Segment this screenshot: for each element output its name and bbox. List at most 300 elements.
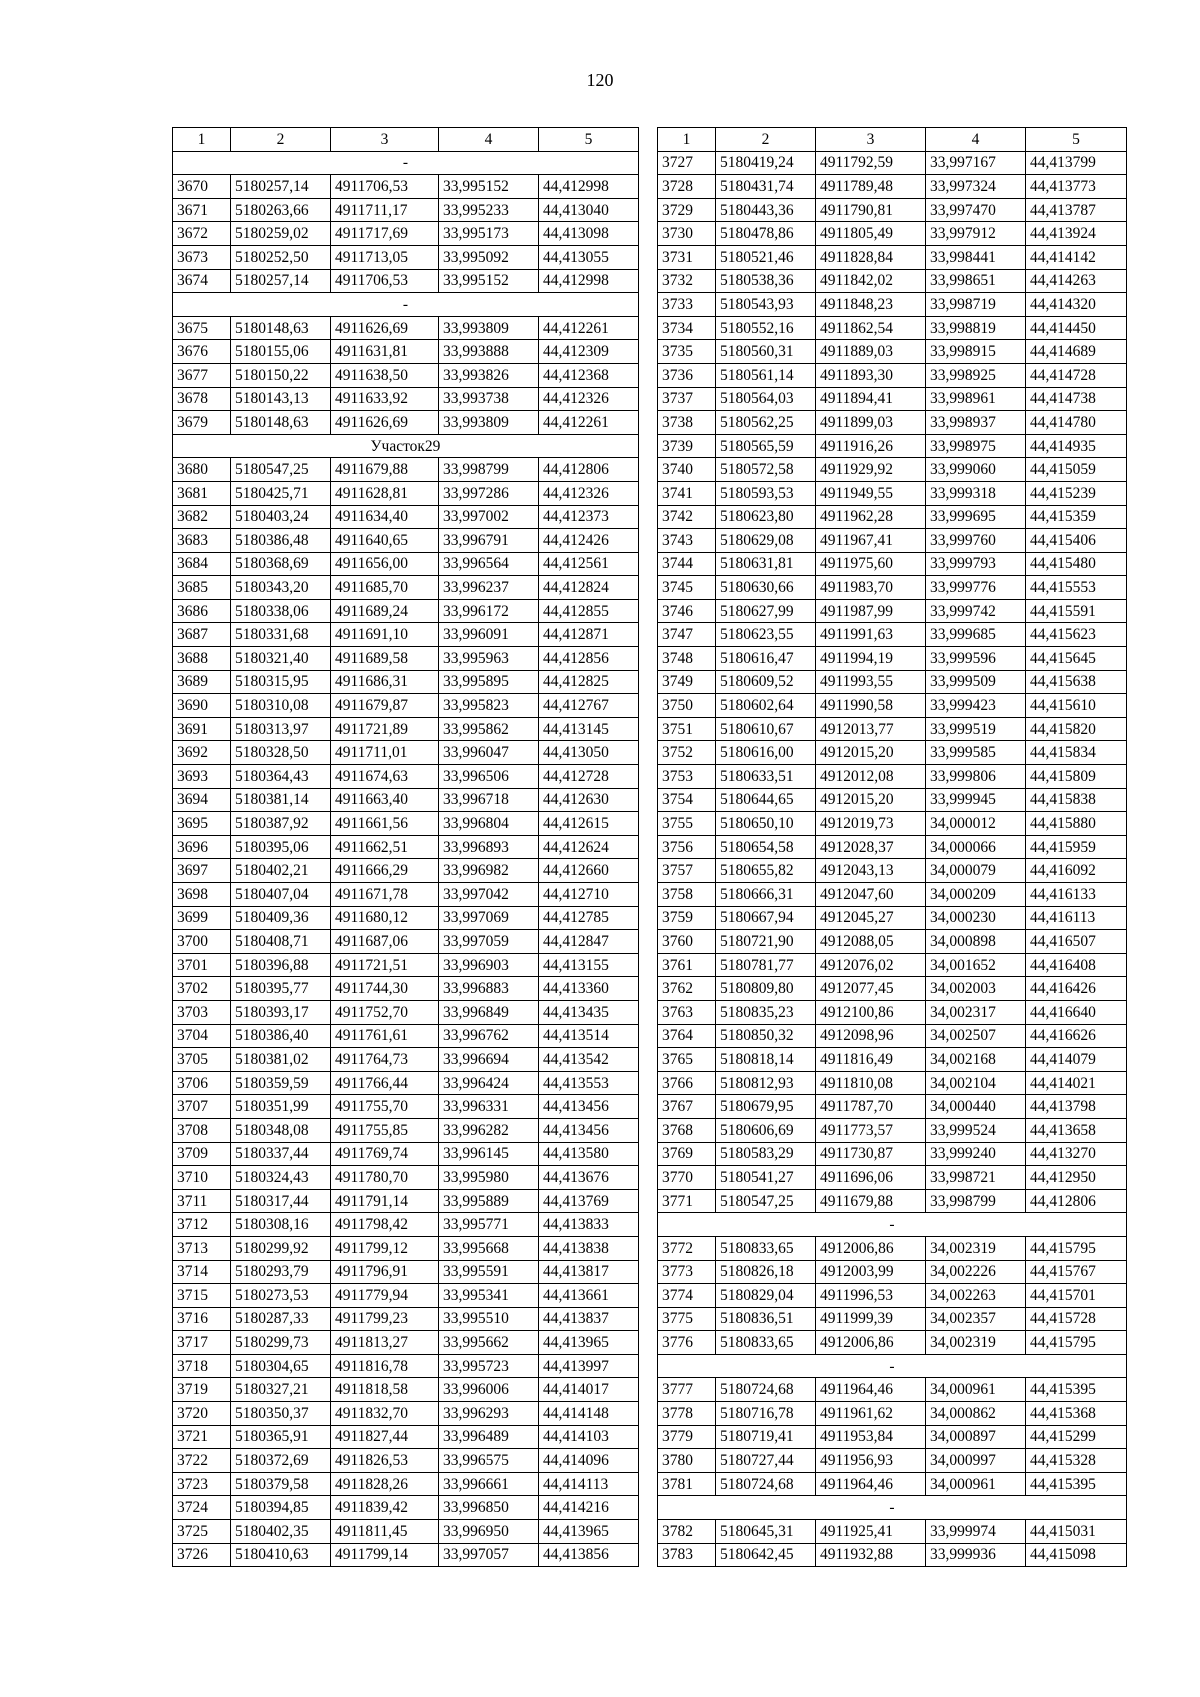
table-cell-col3: 4911687,06 [331, 930, 439, 954]
table-cell-col5: 44,416092 [1026, 859, 1127, 883]
table-row [173, 411, 639, 435]
table-row [173, 1307, 639, 1331]
table-cell-col3: 4911711,17 [331, 198, 439, 222]
table-cell-col5: 44,413661 [539, 1284, 639, 1308]
table-cell-col1: 3696 [173, 835, 231, 859]
table-cell-col3: 4911686,31 [331, 670, 439, 694]
section-separator-row [658, 1496, 1127, 1520]
table-cell-col1: 3742 [658, 505, 716, 529]
table-cell-col4: 33,998799 [439, 458, 539, 482]
table-cell-col2: 5180667,94 [716, 906, 816, 930]
table-cell-col2: 5180833,65 [716, 1236, 816, 1260]
table-cell-col2: 5180365,91 [231, 1425, 331, 1449]
table-cell-col2: 5180593,53 [716, 481, 816, 505]
table-cell-col2: 5180387,92 [231, 812, 331, 836]
table-cell-col5: 44,412728 [539, 765, 639, 789]
table-cell-col1: 3719 [173, 1378, 231, 1402]
table-cell-col3: 4911744,30 [331, 977, 439, 1001]
table-cell-col4: 33,996661 [439, 1472, 539, 1496]
table-cell-col3: 4911679,88 [331, 458, 439, 482]
table-cell-col4: 33,999585 [926, 741, 1026, 765]
table-cell-col1: 3715 [173, 1284, 231, 1308]
table-cell-col3: 4911634,40 [331, 505, 439, 529]
table-cell-col1: 3773 [658, 1260, 716, 1284]
table-cell-col4: 33,996762 [439, 1024, 539, 1048]
table-cell-col3: 4911691,10 [331, 623, 439, 647]
table-row [658, 387, 1127, 411]
table-cell-col1: 3748 [658, 647, 716, 671]
table-cell-col2: 5180259,02 [231, 222, 331, 246]
table-cell-col3: 4911799,14 [331, 1543, 439, 1567]
table-cell-col1: 3703 [173, 1000, 231, 1024]
table-cell-col3: 4911791,14 [331, 1189, 439, 1213]
table-cell-col5: 44,413787 [1026, 198, 1127, 222]
table-row [173, 269, 639, 293]
table-cell-col1: 3693 [173, 765, 231, 789]
table-cell-col5: 44,416408 [1026, 953, 1127, 977]
table-cell-col1: 3747 [658, 623, 716, 647]
table-cell-col3: 4912019,73 [816, 812, 926, 836]
table-cell-col2: 5180610,67 [716, 717, 816, 741]
table-cell-col5: 44,415834 [1026, 741, 1127, 765]
table-cell-col4: 34,002168 [926, 1048, 1026, 1072]
page-number: 120 [586, 70, 614, 90]
table-cell-col2: 5180337,44 [231, 1142, 331, 1166]
table-cell-col3: 4911799,23 [331, 1307, 439, 1331]
table-cell-col4: 33,993738 [439, 387, 539, 411]
table-row [658, 552, 1127, 576]
table-cell-col1: 3750 [658, 694, 716, 718]
table-cell-col5: 44,412261 [539, 411, 639, 435]
table-cell-col4: 33,998961 [926, 387, 1026, 411]
table-cell-col2: 5180263,66 [231, 198, 331, 222]
table-cell-col4: 33,995980 [439, 1166, 539, 1190]
table-cell-col5: 44,413098 [539, 222, 639, 246]
table-cell-col4: 33,996575 [439, 1449, 539, 1473]
table-cell-col3: 4911674,63 [331, 765, 439, 789]
table-cell-col4: 33,993809 [439, 316, 539, 340]
table-cell-col1: 3731 [658, 245, 716, 269]
table-row [658, 1048, 1127, 1072]
table-cell-col4: 33,996293 [439, 1402, 539, 1426]
table-cell-col5: 44,415820 [1026, 717, 1127, 741]
table-cell-col1: 3780 [658, 1449, 716, 1473]
table-row [658, 1189, 1127, 1213]
table-cell-col1: 3745 [658, 576, 716, 600]
table-cell-col3: 4911810,08 [816, 1071, 926, 1095]
table-cell-col3: 4911633,92 [331, 387, 439, 411]
table-cell-col3: 4911929,92 [816, 458, 926, 482]
table-row [173, 1095, 639, 1119]
table-cell-col5: 44,413997 [539, 1354, 639, 1378]
table-cell-col4: 33,996506 [439, 765, 539, 789]
table-cell-col5: 44,412825 [539, 670, 639, 694]
table-cell-col2: 5180719,41 [716, 1425, 816, 1449]
table-cell-col2: 5180338,06 [231, 599, 331, 623]
table-row [173, 1472, 639, 1496]
table-cell-col2: 5180679,95 [716, 1095, 816, 1119]
table-cell-col5: 44,414148 [539, 1402, 639, 1426]
table-cell-col1: 3772 [658, 1236, 716, 1260]
table-cell-col5: 44,414728 [1026, 363, 1127, 387]
table-cell-col3: 4911717,69 [331, 222, 439, 246]
table-cell-col5: 44,413658 [1026, 1118, 1127, 1142]
section-separator-row [173, 293, 639, 317]
table-cell-col3: 4911696,06 [816, 1166, 926, 1190]
table-row [173, 883, 639, 907]
table-row [658, 930, 1127, 954]
table-row [658, 1260, 1127, 1284]
table-cell-col5: 44,413773 [1026, 175, 1127, 199]
table-cell-col5: 44,412824 [539, 576, 639, 600]
table-cell-col5: 44,413965 [539, 1331, 639, 1355]
table-row [658, 1331, 1127, 1355]
table-cell-col2: 5180351,99 [231, 1095, 331, 1119]
table-cell-col4: 33,995092 [439, 245, 539, 269]
table-cell-col2: 5180629,08 [716, 529, 816, 553]
table-cell-col4: 33,998925 [926, 363, 1026, 387]
table-cell-col2: 5180402,35 [231, 1520, 331, 1544]
table-cell-col2: 5180644,65 [716, 788, 816, 812]
table-cell-col3: 4912076,02 [816, 953, 926, 977]
table-cell-col4: 33,999423 [926, 694, 1026, 718]
table-cell-col5: 44,412710 [539, 883, 639, 907]
table-cell-col5: 44,413050 [539, 741, 639, 765]
table-cell-col1: 3700 [173, 930, 231, 954]
table-row [658, 623, 1127, 647]
table-cell-col4: 34,002357 [926, 1307, 1026, 1331]
table-cell-col4: 33,998937 [926, 411, 1026, 435]
table-cell-col1: 3698 [173, 883, 231, 907]
table-cell-col1: 3771 [658, 1189, 716, 1213]
table-cell-col5: 44,412847 [539, 930, 639, 954]
column-header: 2 [716, 128, 816, 152]
table-cell-col4: 34,000898 [926, 930, 1026, 954]
column-header: 3 [816, 128, 926, 152]
table-cell-col2: 5180572,58 [716, 458, 816, 482]
table-cell-col3: 4911798,42 [331, 1213, 439, 1237]
table-row [658, 1071, 1127, 1095]
table-cell-col2: 5180143,13 [231, 387, 331, 411]
table-cell-col2: 5180257,14 [231, 269, 331, 293]
table-cell-col1: 3704 [173, 1024, 231, 1048]
table-row [173, 1213, 639, 1237]
table-cell-col3: 4911925,41 [816, 1520, 926, 1544]
table-cell-col2: 5180359,59 [231, 1071, 331, 1095]
table-cell-col3: 4912098,96 [816, 1024, 926, 1048]
table-cell-col1: 3746 [658, 599, 716, 623]
table-cell-col2: 5180148,63 [231, 316, 331, 340]
table-row [658, 1402, 1127, 1426]
table-cell-col2: 5180394,85 [231, 1496, 331, 1520]
table-cell-col5: 44,412630 [539, 788, 639, 812]
table-cell-col3: 4911832,70 [331, 1402, 439, 1426]
table-row [658, 434, 1127, 458]
table-cell-col2: 5180331,68 [231, 623, 331, 647]
table-cell-col4: 34,002319 [926, 1236, 1026, 1260]
table-cell-col5: 44,413838 [539, 1236, 639, 1260]
table-cell-col1: 3741 [658, 481, 716, 505]
table-cell-col3: 4911638,50 [331, 363, 439, 387]
table-cell-col3: 4911685,70 [331, 576, 439, 600]
table-cell-col3: 4911755,85 [331, 1118, 439, 1142]
table-cell-col3: 4911811,45 [331, 1520, 439, 1544]
table-cell-col1: 3705 [173, 1048, 231, 1072]
table-row [658, 1520, 1127, 1544]
table-cell-col5: 44,415809 [1026, 765, 1127, 789]
table-row [173, 623, 639, 647]
table-cell-col1: 3740 [658, 458, 716, 482]
table-row [173, 1260, 639, 1284]
table-cell-col1: 3754 [658, 788, 716, 812]
table-row [658, 175, 1127, 199]
table-cell-col4: 33,995862 [439, 717, 539, 741]
table-cell-col1: 3708 [173, 1118, 231, 1142]
table-row [658, 1142, 1127, 1166]
table-cell-col3: 4911932,88 [816, 1543, 926, 1567]
table-cell-col4: 33,999936 [926, 1543, 1026, 1567]
table-cell-col5: 44,416133 [1026, 883, 1127, 907]
table-cell-col2: 5180419,24 [716, 151, 816, 175]
table-cell-col4: 34,002003 [926, 977, 1026, 1001]
table-cell-col5: 44,413435 [539, 1000, 639, 1024]
table-cell-col2: 5180155,06 [231, 340, 331, 364]
table-cell-col3: 4911987,99 [816, 599, 926, 623]
table-cell-col4: 33,995152 [439, 175, 539, 199]
table-cell-col3: 4911993,55 [816, 670, 926, 694]
table-cell-col4: 33,996718 [439, 788, 539, 812]
table-cell-col1: 3692 [173, 741, 231, 765]
table-header-row [173, 128, 639, 152]
table-cell-col5: 44,415880 [1026, 812, 1127, 836]
table-row [173, 1284, 639, 1308]
table-cell-col2: 5180560,31 [716, 340, 816, 364]
table-row [173, 316, 639, 340]
section-label: - [658, 1496, 1127, 1520]
table-cell-col1: 3732 [658, 269, 716, 293]
table-row [173, 1543, 639, 1567]
table-cell-col3: 4911787,70 [816, 1095, 926, 1119]
table-cell-col3: 4911848,23 [816, 293, 926, 317]
table-cell-col4: 34,000209 [926, 883, 1026, 907]
table-row [173, 859, 639, 883]
table-cell-col5: 44,414017 [539, 1378, 639, 1402]
table-cell-col2: 5180836,51 [716, 1307, 816, 1331]
table-row [173, 765, 639, 789]
table-row [658, 859, 1127, 883]
table-row [658, 363, 1127, 387]
table-cell-col1: 3761 [658, 953, 716, 977]
table-row [658, 717, 1127, 741]
table-cell-col1: 3676 [173, 340, 231, 364]
table-cell-col3: 4912043,13 [816, 859, 926, 883]
table-cell-col1: 3683 [173, 529, 231, 553]
table-cell-col3: 4911893,30 [816, 363, 926, 387]
table-row [658, 977, 1127, 1001]
table-cell-col3: 4911752,70 [331, 1000, 439, 1024]
table-cell-col2: 5180478,86 [716, 222, 816, 246]
table-cell-col4: 33,993809 [439, 411, 539, 435]
table-cell-col1: 3697 [173, 859, 231, 883]
table-cell-col1: 3694 [173, 788, 231, 812]
table-cell-col3: 4911953,84 [816, 1425, 926, 1449]
table-cell-col4: 33,995510 [439, 1307, 539, 1331]
table-cell-col2: 5180327,21 [231, 1378, 331, 1402]
table-cell-col2: 5180257,14 [231, 175, 331, 199]
table-cell-col4: 34,002263 [926, 1284, 1026, 1308]
table-cell-col3: 4911721,89 [331, 717, 439, 741]
table-cell-col5: 44,413799 [1026, 151, 1127, 175]
table-cell-col4: 33,998915 [926, 340, 1026, 364]
table-cell-col5: 44,413965 [539, 1520, 639, 1544]
table-cell-col1: 3752 [658, 741, 716, 765]
table-cell-col5: 44,412326 [539, 387, 639, 411]
table-cell-col3: 4911769,74 [331, 1142, 439, 1166]
table-cell-col1: 3687 [173, 623, 231, 647]
table-cell-col3: 4911816,78 [331, 1354, 439, 1378]
table-cell-col4: 34,002226 [926, 1260, 1026, 1284]
table-row [173, 1000, 639, 1024]
table-cell-col4: 33,997059 [439, 930, 539, 954]
table-cell-col5: 44,412806 [1026, 1189, 1127, 1213]
table-cell-col3: 4911967,41 [816, 529, 926, 553]
table-row [658, 1236, 1127, 1260]
table-cell-col5: 44,414216 [539, 1496, 639, 1520]
table-cell-col5: 44,415728 [1026, 1307, 1127, 1331]
table-cell-col4: 33,996564 [439, 552, 539, 576]
table-cell-col2: 5180396,88 [231, 953, 331, 977]
table-cell-col5: 44,413456 [539, 1095, 639, 1119]
table-cell-col4: 33,995668 [439, 1236, 539, 1260]
table-row [658, 1307, 1127, 1331]
table-cell-col3: 4911842,02 [816, 269, 926, 293]
table-cell-col1: 3695 [173, 812, 231, 836]
table-cell-col2: 5180315,95 [231, 670, 331, 694]
table-cell-col5: 44,415395 [1026, 1472, 1127, 1496]
table-cell-col5: 44,412785 [539, 906, 639, 930]
table-cell-col3: 4911761,61 [331, 1024, 439, 1048]
table-row [658, 883, 1127, 907]
table-cell-col2: 5180727,44 [716, 1449, 816, 1473]
table-cell-col4: 33,996804 [439, 812, 539, 836]
table-cell-col1: 3706 [173, 1071, 231, 1095]
table-cell-col2: 5180826,18 [716, 1260, 816, 1284]
table-row [173, 1331, 639, 1355]
table-row [173, 1071, 639, 1095]
table-cell-col4: 33,995823 [439, 694, 539, 718]
table-cell-col1: 3673 [173, 245, 231, 269]
table-cell-col5: 44,415359 [1026, 505, 1127, 529]
table-cell-col5: 44,415638 [1026, 670, 1127, 694]
table-cell-col5: 44,412615 [539, 812, 639, 836]
table-cell-col2: 5180324,43 [231, 1166, 331, 1190]
table-cell-col2: 5180328,50 [231, 741, 331, 765]
table-cell-col5: 44,413542 [539, 1048, 639, 1072]
table-cell-col3: 4912028,37 [816, 835, 926, 859]
table-cell-col4: 34,000997 [926, 1449, 1026, 1473]
table-cell-col1: 3753 [658, 765, 716, 789]
table-cell-col2: 5180547,25 [716, 1189, 816, 1213]
table-header-row [658, 128, 1127, 152]
table-cell-col4: 33,996850 [439, 1496, 539, 1520]
section-separator-row [173, 151, 639, 175]
table-cell-col1: 3684 [173, 552, 231, 576]
table-cell-col5: 44,415959 [1026, 835, 1127, 859]
table-cell-col1: 3770 [658, 1166, 716, 1190]
table-row [658, 529, 1127, 553]
table-cell-col1: 3727 [658, 151, 716, 175]
table-cell-col4: 33,999776 [926, 576, 1026, 600]
table-cell-col5: 44,413817 [539, 1260, 639, 1284]
table-cell-col1: 3757 [658, 859, 716, 883]
table-cell-col1: 3722 [173, 1449, 231, 1473]
table-cell-col2: 5180343,20 [231, 576, 331, 600]
table-cell-col5: 44,413155 [539, 953, 639, 977]
table-cell-col4: 33,995341 [439, 1284, 539, 1308]
table-cell-col1: 3682 [173, 505, 231, 529]
table-cell-col4: 33,998799 [926, 1189, 1026, 1213]
table-cell-col1: 3777 [658, 1378, 716, 1402]
table-cell-col2: 5180381,14 [231, 788, 331, 812]
table-cell-col1: 3713 [173, 1236, 231, 1260]
table-cell-col4: 33,996883 [439, 977, 539, 1001]
table-cell-col5: 44,412871 [539, 623, 639, 647]
table-cell-col1: 3743 [658, 529, 716, 553]
table-cell-col5: 44,412855 [539, 599, 639, 623]
table-cell-col4: 33,999509 [926, 670, 1026, 694]
table-cell-col4: 33,999318 [926, 481, 1026, 505]
table-cell-col1: 3710 [173, 1166, 231, 1190]
table-cell-col2: 5180630,66 [716, 576, 816, 600]
table-cell-col2: 5180835,23 [716, 1000, 816, 1024]
table-cell-col1: 3679 [173, 411, 231, 435]
table-cell-col4: 33,995771 [439, 1213, 539, 1237]
table-cell-col3: 4911994,19 [816, 647, 926, 671]
table-cell-col2: 5180724,68 [716, 1472, 816, 1496]
table-cell-col4: 33,999524 [926, 1118, 1026, 1142]
table-row [658, 647, 1127, 671]
table-cell-col3: 4911828,26 [331, 1472, 439, 1496]
table-cell-col5: 44,415795 [1026, 1236, 1127, 1260]
table-cell-col1: 3723 [173, 1472, 231, 1496]
table-cell-col3: 4911894,41 [816, 387, 926, 411]
table-cell-col3: 4911975,60 [816, 552, 926, 576]
table-cell-col2: 5180287,33 [231, 1307, 331, 1331]
table-cell-col5: 44,413360 [539, 977, 639, 1001]
table-cell-col2: 5180379,58 [231, 1472, 331, 1496]
table-cell-col4: 33,997069 [439, 906, 539, 930]
table-row [173, 694, 639, 718]
table-cell-col2: 5180273,53 [231, 1284, 331, 1308]
table-cell-col3: 4911999,39 [816, 1307, 926, 1331]
table-row [173, 340, 639, 364]
table-row [658, 151, 1127, 175]
table-cell-col1: 3767 [658, 1095, 716, 1119]
table-row [173, 1354, 639, 1378]
table-cell-col4: 33,997167 [926, 151, 1026, 175]
table-cell-col1: 3729 [658, 198, 716, 222]
table-cell-col3: 4911706,53 [331, 175, 439, 199]
table-cell-col1: 3686 [173, 599, 231, 623]
table-cell-col4: 33,999596 [926, 647, 1026, 671]
table-cell-col1: 3763 [658, 1000, 716, 1024]
table-cell-col5: 44,413270 [1026, 1142, 1127, 1166]
table-cell-col2: 5180409,36 [231, 906, 331, 930]
table-cell-col2: 5180364,43 [231, 765, 331, 789]
table-cell-col2: 5180829,04 [716, 1284, 816, 1308]
table-row [658, 198, 1127, 222]
table-cell-col4: 33,998721 [926, 1166, 1026, 1190]
